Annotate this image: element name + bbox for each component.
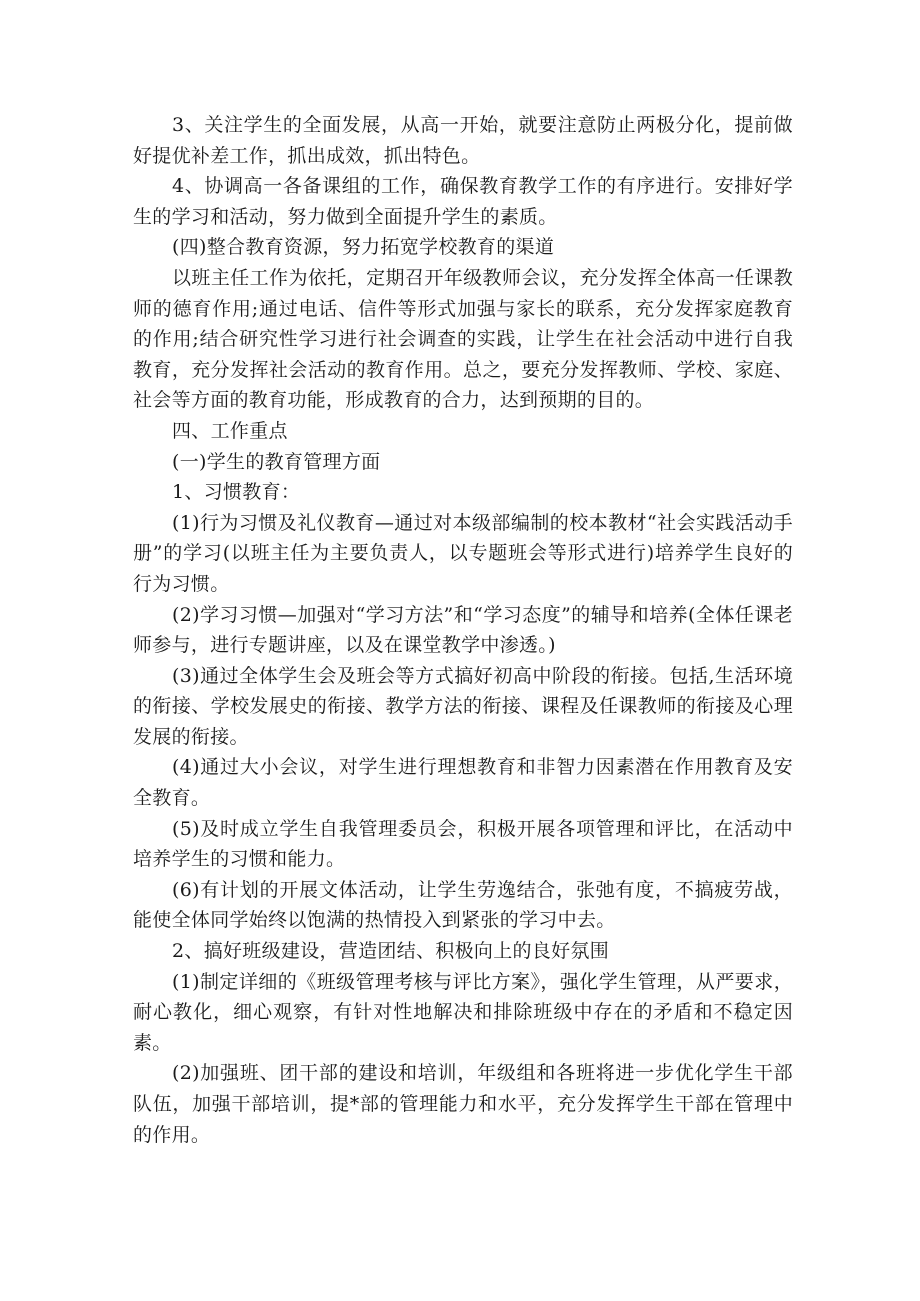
list-item-habit-3: (3)通过全体学生会及班会等方式搞好初高中阶段的衔接。包括,生活环境的衔接、学校发展史的衔接、教学方法的衔接、课程及任课教师的衔接及心理发展的衔接。 [133,664,793,748]
list-item-habit-6: (6)有计划的开展文体活动，让学生劳逸结合，张弛有度，不搞疲劳战，能使全体同学始终以饱满的热情投入到紧张的学习中去。 [133,878,793,932]
subheading-habit-education: 1、习惯教育： [172,481,301,504]
section-heading-work-focus: 四、工作重点 [172,419,288,442]
paragraph-resources-body: 以班主任工作为依托，定期召开年级教师会议，充分发挥全体高一任课教师的德育作用;通过电话、信件等形式加强与家长的联系，充分发挥家庭教育的作用;结合研究性学习进行社会调查的实践，让学生在社会活动中进行自我教育，充分发挥社会活动的教育作用。总之，要充分发挥教师、学校、家庭、社会等方面的教育功能，形成教育的合力，达到预期的目的。 [133,266,793,412]
subheading-student-management: (一)学生的教育管理方面 [172,450,381,473]
list-item-habit-4: (4)通过大小会议，对学生进行理想教育和非智力因素潜在作用教育及安全教育。 [133,756,793,810]
list-item-habit-2: (2)学习习惯—加强对“学习方法”和“学习态度”的辅导和培养(全体任课老师参与，进行专题讲座，以及在课堂教学中渗透。) [133,603,793,657]
section-heading-resources: (四)整合教育资源，努力拓宽学校教育的渠道 [172,236,555,259]
list-item-habit-5: (5)及时成立学生自我管理委员会，积极开展各项管理和评比，在活动中培养学生的习惯和能力。 [133,817,793,871]
list-item-habit-1: (1)行为习惯及礼仪教育—通过对本级部编制的校本教材“社会实践活动手册”的学习(以班主任为主要负责人，以专题班会等形式进行)培养学生良好的行为习惯。 [133,511,793,595]
list-item-class-1: (1)制定详细的《班级管理考核与评比方案》，强化学生管理，从严要求，耐心教化，细心观察，有针对性地解决和排除班级中存在的矛盾和不稳定因素。 [133,970,793,1054]
subheading-class-building: 2、搞好班级建设，营造团结、积极向上的良好氛围 [172,940,609,963]
document-body [133,110,793,1150]
list-item-class-2: (2)加强班、团干部的建设和培训，年级组和各班将进一步优化学生干部队伍，加强干部培训，提*部的管理能力和水平，充分发挥学生干部在管理中的作用。 [133,1062,793,1146]
paragraph-item-4: 4、协调高一各备课组的工作，确保教育教学工作的有序进行。安排好学生的学习和活动，努力做到全面提升学生的素质。 [133,175,793,228]
paragraph-item-3: 3、关注学生的全面发展，从高一开始，就要注意防止两极分化，提前做好提优补差工作，抓出成效，抓出特色。 [133,114,793,167]
